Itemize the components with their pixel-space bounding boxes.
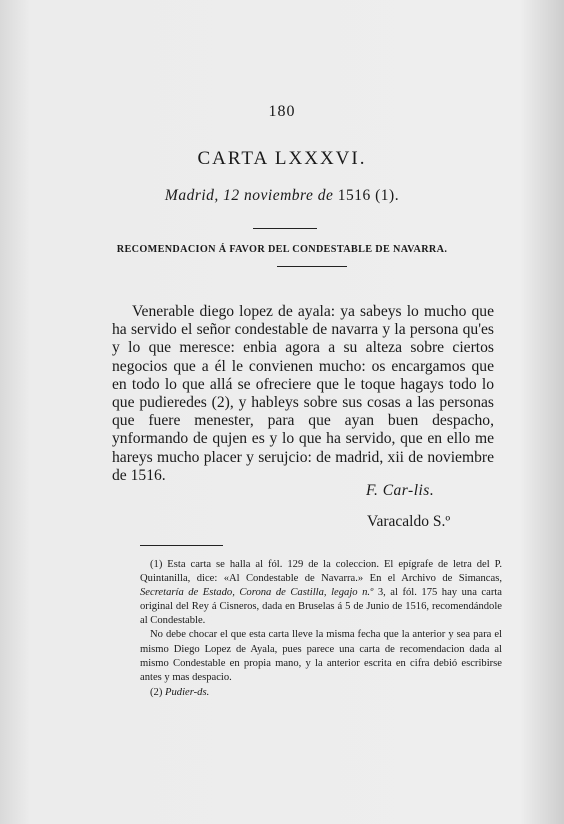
footnote-2-number: (2) [150, 686, 166, 698]
footnote-2 [140, 686, 502, 700]
letter-body [112, 303, 494, 485]
divider-top [253, 228, 317, 229]
letter-title: CARTA LXXXVI. [197, 148, 367, 169]
footnote-1-text-a: (1) Esta carta se halla al fól. 129 de la coleccion. El epígrafe de letra del P. Quintanilla, dice: «Al Condestable de Navarra.» En el Archivo de Simancas, [140, 559, 502, 585]
letter-summary: RECOMENDACION Á FAVOR DEL CONDESTABLE DE NAVARRA. [116, 244, 448, 255]
dateline-place-date: Madrid, 12 noviembre de [164, 187, 334, 204]
footnote-1 [140, 558, 502, 628]
page-number: 180 [268, 103, 296, 120]
footnote-1-paragraph-2: No debe chocar el que esta carta lleve la misma fecha que la anterior y sea para el mismo Diego Lopez de Ayala, pues parece una carta de recomendacion dada al mismo Condestable en propia mano, y la anterior escrita en cifra debió escribirse antes y mas despacio. [140, 629, 502, 683]
dateline-year: 1516 (1). [333, 187, 400, 204]
dateline [0, 187, 564, 205]
footnote-1-italic: Secretaría de Estado, Corona de Castilla, legajo n.º [140, 587, 374, 599]
countersignature: Varacaldo S.º [367, 513, 451, 530]
footnote-1-text-b: 3, al fól. 175 hay una carta original del Rey á Cisneros, dada en Bruselas á 5 de Junio de 1516, recomendándole al Condestable. [140, 587, 503, 627]
divider-bottom [277, 266, 347, 267]
footnotes [140, 558, 502, 700]
signature: F. Car-lis. [366, 482, 435, 499]
footnote-2-italic: Pudier-ds. [165, 686, 210, 698]
footnote-divider [140, 545, 223, 546]
letter-body-paragraph: Venerable diego lopez de ayala: ya sabeys lo mucho que ha servido el señor condestable de navarra y la persona qu'es y lo que meresce: enbia agora a su alteza sobre ciertos negocios que a él le convienen mucho: os encargamos que en todo lo que allá se ofreciere que le toque hagays todo lo que pudieredes (2), y hableys sobre sus cosas a las personas que fuere menester, para que ayan buen despacho, ynformando de qujen es y lo que ha servido, que en ello me hareys mucho placer y serujcio: de madrid, xii de noviembre de 1516. [112, 303, 494, 484]
